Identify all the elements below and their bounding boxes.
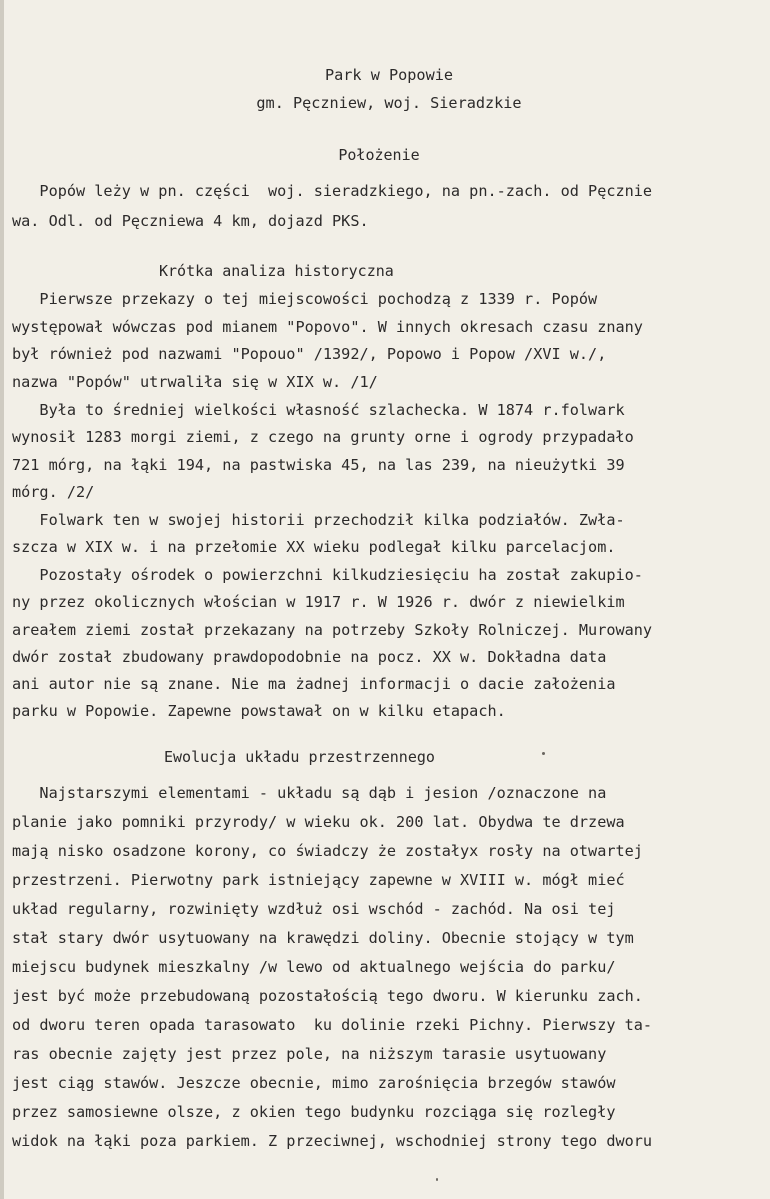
evolution-line: Najstarszymi elementami - układu są dąb i jesion /oznaczone na (12, 784, 607, 802)
history-line: parku w Popowie. Zapewne powstawał on w kilku etapach. (12, 702, 506, 720)
evolution-line: mają nisko osadzone korony, co świadczy że zostałyx rosły na otwartej (12, 842, 643, 860)
ink-speck (542, 752, 545, 755)
history-line: Pierwsze przekazy o tej miejscowości pochodzą z 1339 r. Popów (12, 290, 598, 308)
document-title: Park w Popowie (324, 66, 453, 84)
evolution-line: widok na łąki poza parkiem. Z przeciwnej, wschodniej strony tego dworu (12, 1132, 653, 1150)
evolution-line: od dworu teren opada tarasowato ku dolinie rzeki Pichny. Pierwszy ta- (12, 1016, 653, 1034)
heading-location: Położenie (338, 146, 420, 164)
location-line: wa. Odl. od Pęczniewa 4 km, dojazd PKS. (12, 212, 369, 230)
history-line: nazwa "Popów" utrwaliła się w XIX w. /1/ (12, 373, 378, 391)
history-line: mórg. /2/ (12, 483, 95, 501)
evolution-line: przestrzeni. Pierwotny park istniejący zapewne w XVIII w. mógł mieć (12, 871, 625, 889)
ink-speck (436, 1178, 438, 1181)
history-line: szcza w XIX w. i na przełomie XX wieku podlegał kilku parcelacjom. (12, 538, 616, 556)
history-line: Była to średniej wielkości własność szlachecka. W 1874 r.folwark (12, 401, 625, 419)
evolution-line: przez samosiewne olsze, z okien tego budynku rozciąga się rozległy (12, 1103, 616, 1121)
history-line: dwór został zbudowany prawdopodobnie na pocz. XX w. Dokładna data (12, 648, 607, 666)
history-line: ny przez okolicznych włościan w 1917 r. W 1926 r. dwór z niewielkim (12, 593, 625, 611)
evolution-line: jest ciąg stawów. Jeszcze obecnie, mimo zarośnięcia brzegów stawów (12, 1074, 616, 1092)
document-subtitle: gm. Pęczniew, woj. Sieradzkie (256, 94, 522, 112)
evolution-line: miejscu budynek mieszkalny /w lewo od aktualnego wejścia do parku/ (12, 958, 616, 976)
history-line: występował wówczas pod mianem "Popovo". W innych okresach czasu znany (12, 318, 643, 336)
history-line: był również pod nazwami "Popouo" /1392/, Popowo i Popow /XVI w./, (12, 345, 607, 363)
history-line: ani autor nie są znane. Nie ma żadnej informacji o dacie założenia (12, 675, 616, 693)
evolution-line: ras obecnie zajęty jest przez pole, na niższym tarasie usytuowany (12, 1045, 607, 1063)
history-line: 721 mórg, na łąki 194, na pastwiska 45, na las 239, na nieużytki 39 (12, 456, 625, 474)
history-line: Pozostały ośrodek o powierzchni kilkudziesięciu ha został zakupio- (12, 566, 643, 584)
history-line: Folwark ten w swojej historii przechodził kilka podziałów. Zwła- (12, 511, 625, 529)
heading-evolution: Ewolucja układu przestrzennego (164, 748, 435, 766)
heading-history: Krótka analiza historyczna (159, 262, 394, 280)
history-line: wynosił 1283 morgi ziemi, z czego na grunty orne i ogrody przypadało (12, 428, 634, 446)
evolution-line: stał stary dwór usytuowany na krawędzi doliny. Obecnie stojący w tym (12, 929, 634, 947)
evolution-line: układ regularny, rozwinięty wzdłuż osi wschód - zachód. Na osi tej (12, 900, 616, 918)
evolution-line: planie jako pomniki przyrody/ w wieku ok. 200 lat. Obydwa te drzewa (12, 813, 625, 831)
location-line: Popów leży w pn. części woj. sieradzkiego, na pn.-zach. od Pęcznie (12, 182, 653, 200)
evolution-line: jest być może przebudowaną pozostałością tego dworu. W kierunku zach. (12, 987, 643, 1005)
history-line: areałem ziemi został przekazany na potrzeby Szkoły Rolniczej. Murowany (12, 621, 653, 639)
